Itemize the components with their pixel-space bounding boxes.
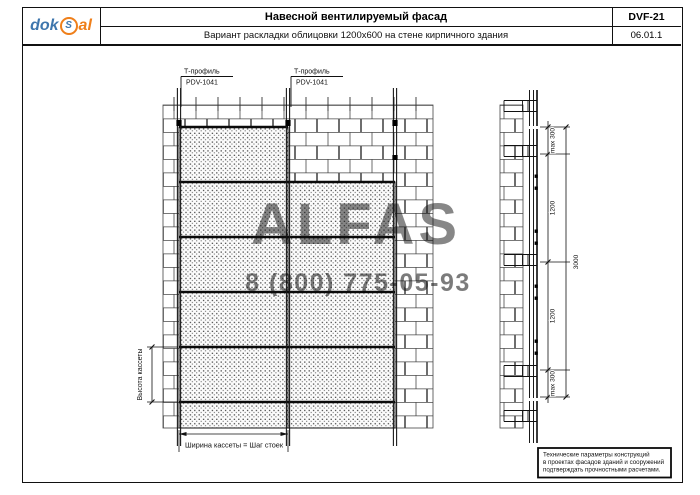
t-profile-label-1 [181, 69, 233, 108]
note-box [538, 448, 671, 478]
watermark-phone: 8 (800) 775-05-93 [245, 269, 471, 297]
t-profile-label-1-model: PDV-1041 [186, 79, 218, 87]
dim-label-1200-lower: 1200 [549, 308, 557, 324]
sheet-number: 06.01.1 [630, 29, 663, 41]
sheet-code: DVF-21 [628, 10, 665, 23]
sheet-subtitle: Вариант раскладки облицовки 1200x600 на стене кирпичного здания [203, 29, 509, 41]
dim-cassette-width [179, 430, 288, 452]
t-profile-label-1-name: Т-профиль [184, 68, 220, 76]
elevation-view [137, 69, 433, 453]
note-line-2: в проектах фасадов зданий и сооружений [543, 459, 665, 466]
note-line-1: Технические параметры конструкций [543, 451, 650, 459]
rail-lines [530, 90, 534, 443]
dim-cassette-width-label: Ширина кассеты = Шаг стоек [184, 440, 284, 450]
dim-label-max300-bottom: max 300 [549, 371, 557, 396]
dim-label-max300-top: max 300 [549, 128, 557, 153]
section-view [500, 90, 580, 443]
t-profile-label-2 [291, 69, 343, 108]
watermark [245, 192, 471, 297]
logo-s-letter: S [65, 19, 72, 31]
note-line-3: подтверждать прочностными расчетами. [543, 466, 661, 474]
sheet-title: Навесной вентилируемый фасад [264, 10, 448, 23]
t-profile-label-2-model: PDV-1041 [296, 79, 328, 87]
dim-label-1200-upper: 1200 [549, 200, 557, 216]
brick-wall-section [500, 105, 523, 428]
dim-cassette-height-label: Высота кассеты [137, 348, 144, 401]
logo-text-al: al [78, 16, 92, 34]
watermark-brand: ALFAS [250, 192, 462, 257]
dim-extension-lines [540, 127, 570, 397]
t-profile-label-2-name: Т-профиль [294, 68, 330, 76]
logo-text-dok: dok [30, 16, 59, 34]
dim-label-3000: 3000 [573, 254, 580, 270]
